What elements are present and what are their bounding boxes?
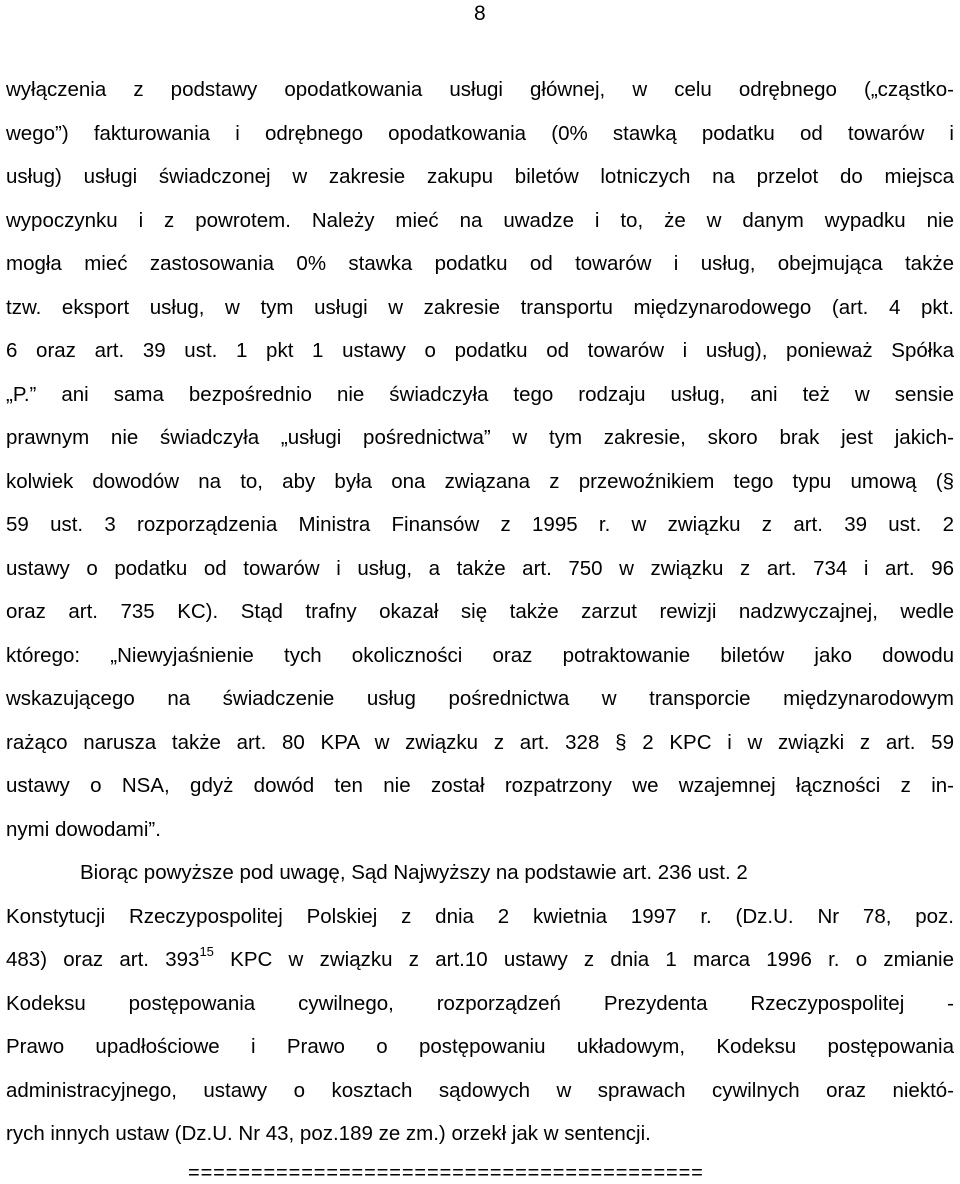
text-fragment: KPC w związku z art.10 ustawy z dnia 1 marca 1996 r. o zmianie <box>213 948 954 971</box>
text-line: „P.” ani sama bezpośrednio nie świadczyła tego rodzaju usług, ani też w sensie <box>6 382 954 406</box>
text-line: wego”) fakturowania i odrębnego opodatkowania (0% stawką podatku od towarów i <box>6 121 954 145</box>
text-line: Prawo upadłościowe i Prawo o postępowaniu układowym, Kodeksu postępowania <box>6 1035 954 1058</box>
text-line: rych innych ustaw (Dz.U. Nr 43, poz.189 ze zm.) orzekł jak w sentencji. <box>6 1122 651 1145</box>
superscript: 15 <box>199 944 214 960</box>
text-line: tzw. eksport usług, w tym usługi w zakresie transportu międzynarodowego (art. 4 pkt. <box>6 295 954 319</box>
text-line: ustawy o NSA, gdyż dowód ten nie został rozpatrzony we wzajemnej łączności z in- <box>6 774 954 797</box>
text-line: nymi dowodami”. <box>6 817 161 841</box>
text-line: oraz art. 735 KC). Stąd trafny okazał się także zarzut rewizji nadzwyczajnej, wedle <box>6 600 954 623</box>
text-line: którego: „Niewyjaśnienie tych okoliczności oraz potraktowanie biletów jako dowodu <box>6 643 954 667</box>
document-body <box>6 68 954 1156</box>
paragraph-reasoning <box>6 68 954 851</box>
text-fragment: 483) oraz art. 393 <box>6 948 200 971</box>
text-line: Kodeksu postępowania cywilnego, rozporządzeń Prezydenta Rzeczypospolitej - <box>6 991 954 1015</box>
text-line: rażąco narusza także art. 80 KPA w związku z art. 328 § 2 KPC i w związki z art. 59 <box>6 730 954 754</box>
text-line: administracyjnego, ustawy o kosztach sądowych w sprawach cywilnych oraz niektó- <box>6 1078 954 1102</box>
text-line: wskazującego na świadczenie usług pośrednictwa w transporcie międzynarodowym <box>6 687 954 710</box>
text-line: 6 oraz art. 39 ust. 1 pkt 1 ustawy o podatku od towarów i usług), ponieważ Spółka <box>6 339 954 362</box>
text-line: mogła mieć zastosowania 0% stawka podatku od towarów i usług, obejmująca także <box>6 252 954 275</box>
separator-line: ========================================= <box>188 1162 704 1184</box>
page-number: 8 <box>474 2 486 25</box>
text-line: Biorąc powyższe pod uwagę, Sąd Najwyższy na podstawie art. 236 ust. 2 <box>80 861 748 884</box>
text-line-with-superscript <box>6 938 954 982</box>
text-line: kolwiek dowodów na to, aby była ona związana z przewoźnikiem tego typu umową (§ <box>6 469 954 493</box>
text-line: usług) usługi świadczonej w zakresie zakupu biletów lotniczych na przelot do miejsca <box>6 165 954 188</box>
text-line: ustawy o podatku od towarów i usług, a także art. 750 w związku z art. 734 i art. 96 <box>6 556 954 580</box>
text-line: 59 ust. 3 rozporządzenia Ministra Finansów z 1995 r. w związku z art. 39 ust. 2 <box>6 513 954 536</box>
text-line: wyłączenia z podstawy opodatkowania usługi głównej, w celu odrębnego („cząstko- <box>6 78 954 101</box>
text-line: prawnym nie świadczyła „usługi pośrednictwa” w tym zakresie, skoro brak jest jakich- <box>6 426 954 449</box>
text-line: Konstytucji Rzeczypospolitej Polskiej z dnia 2 kwietnia 1997 r. (Dz.U. Nr 78, poz. <box>6 904 954 928</box>
paragraph-ruling <box>6 851 954 1156</box>
text-line: wypoczynku i z powrotem. Należy mieć na uwadze i to, że w danym wypadku nie <box>6 208 954 232</box>
